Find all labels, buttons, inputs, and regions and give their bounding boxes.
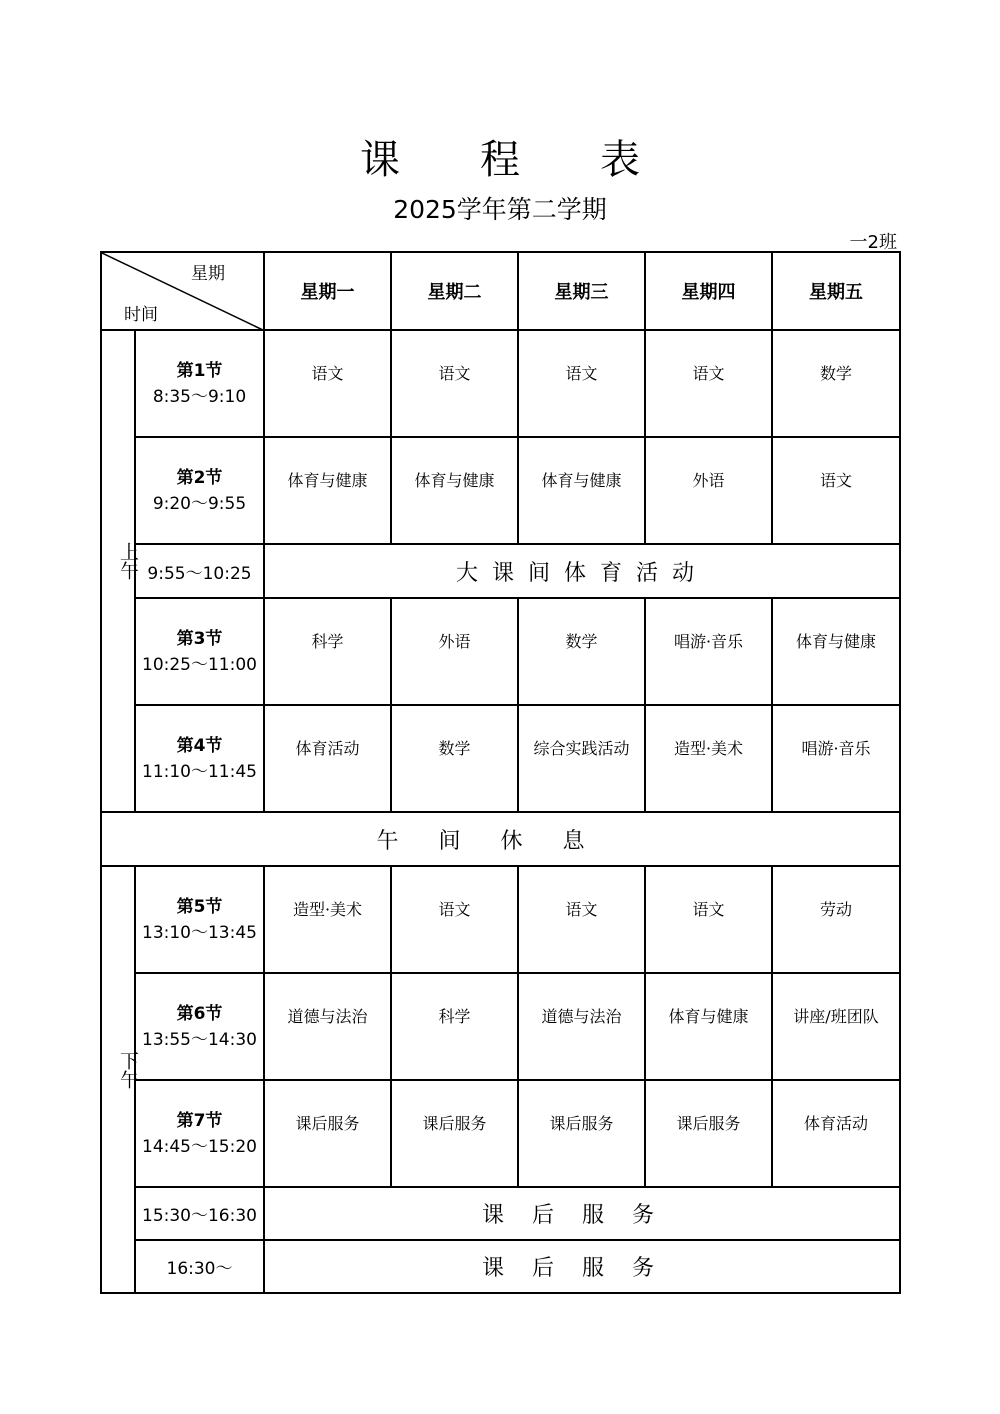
subject-cell: 劳动	[772, 866, 900, 973]
pm-label-text: 下午	[117, 1050, 139, 1089]
pm-label	[101, 866, 139, 1293]
title-char: 表	[600, 137, 640, 183]
period-cell	[135, 330, 264, 437]
period-time: 8:35～9:10	[152, 386, 247, 407]
subject-cell: 课后服务	[518, 1080, 645, 1187]
subject-cell: 课后服务	[391, 1080, 518, 1187]
after-school-row	[101, 1187, 900, 1240]
day-header: 星期三	[518, 252, 645, 330]
period-name: 第5节	[176, 896, 223, 917]
subject-cell: 科学	[264, 598, 391, 705]
subject-cell: 科学	[391, 973, 518, 1080]
subject-cell: 语文	[264, 330, 391, 437]
subject-cell: 综合实践活动	[518, 705, 645, 812]
subject-cell: 体育与健康	[391, 437, 518, 544]
subject-cell: 道德与法治	[518, 973, 645, 1080]
subject-cell: 体育与健康	[772, 598, 900, 705]
break-time: 9:55～10:25	[135, 544, 264, 598]
period-row	[101, 1080, 900, 1187]
page-title	[0, 128, 1000, 185]
subject-cell: 外语	[645, 437, 772, 544]
subject-cell: 道德与法治	[264, 973, 391, 1080]
period-name: 第2节	[176, 467, 223, 488]
day-header: 星期四	[645, 252, 772, 330]
period-row	[101, 598, 900, 705]
am-label-text: 上午	[117, 542, 139, 580]
day-header: 星期五	[772, 252, 900, 330]
period-cell	[135, 866, 264, 973]
subject-cell: 体育活动	[264, 705, 391, 812]
subject-cell: 语文	[772, 437, 900, 544]
title-char: 课	[360, 137, 400, 183]
schedule-table	[100, 251, 901, 1294]
subject-cell: 数学	[772, 330, 900, 437]
period-row	[101, 973, 900, 1080]
subject-cell: 语文	[518, 866, 645, 973]
subject-cell: 语文	[518, 330, 645, 437]
period-name: 第7节	[176, 1110, 223, 1131]
period-time: 14:45～15:20	[142, 1136, 257, 1157]
corner-day-label: 星期	[191, 264, 225, 284]
subject-cell: 造型·美术	[264, 866, 391, 973]
period-time: 10:25～11:00	[142, 654, 257, 675]
day-header: 星期一	[264, 252, 391, 330]
subject-cell: 造型·美术	[645, 705, 772, 812]
after-school-row	[101, 1240, 900, 1293]
period-cell	[135, 437, 264, 544]
period-cell	[135, 598, 264, 705]
subject-cell: 课后服务	[645, 1080, 772, 1187]
subject-cell: 体育与健康	[645, 973, 772, 1080]
period-cell	[135, 705, 264, 812]
am-label	[101, 330, 139, 812]
subject-cell: 体育与健康	[264, 437, 391, 544]
semester-subtitle: 2025学年第二学期	[393, 195, 607, 224]
period-row	[101, 866, 900, 973]
corner-time-label: 时间	[124, 305, 158, 325]
period-name: 第4节	[176, 735, 223, 756]
subject-cell: 语文	[391, 330, 518, 437]
subject-cell: 唱游·音乐	[772, 705, 900, 812]
period-time: 13:55～14:30	[142, 1029, 257, 1050]
subject-cell: 数学	[518, 598, 645, 705]
period-time: 11:10～11:45	[142, 761, 257, 782]
header-row	[101, 252, 900, 330]
subject-cell: 语文	[645, 330, 772, 437]
break-activity: 大课间体育活动	[264, 544, 900, 598]
period-name: 第6节	[176, 1003, 223, 1024]
subject-cell: 讲座/班团队	[772, 973, 900, 1080]
class-name: 一2班	[849, 232, 897, 253]
subject-cell: 外语	[391, 598, 518, 705]
period-time: 9:20～9:55	[152, 493, 247, 514]
corner-header-cell	[101, 252, 264, 330]
subject-cell: 语文	[645, 866, 772, 973]
subject-cell: 语文	[391, 866, 518, 973]
subject-cell: 课后服务	[264, 1080, 391, 1187]
subject-cell: 唱游·音乐	[645, 598, 772, 705]
period-row	[101, 330, 900, 437]
subject-cell: 体育与健康	[518, 437, 645, 544]
noon-row	[101, 812, 900, 866]
period-name: 第3节	[176, 628, 223, 649]
period-row	[101, 705, 900, 812]
after-school-time: 15:30～16:30	[135, 1187, 264, 1240]
period-time: 13:10～13:45	[142, 922, 257, 943]
after-school-time: 16:30～	[135, 1240, 264, 1293]
day-header: 星期二	[391, 252, 518, 330]
period-name: 第1节	[176, 360, 223, 381]
noon-rest: 午间休息	[101, 812, 900, 866]
subject-cell: 体育活动	[772, 1080, 900, 1187]
period-row	[101, 437, 900, 544]
after-school-activity: 课后服务	[264, 1187, 900, 1240]
period-cell	[135, 1080, 264, 1187]
title-char: 程	[480, 137, 520, 183]
break-row	[101, 544, 900, 598]
after-school-activity: 课后服务	[264, 1240, 900, 1293]
subject-cell: 数学	[391, 705, 518, 812]
period-cell	[135, 973, 264, 1080]
